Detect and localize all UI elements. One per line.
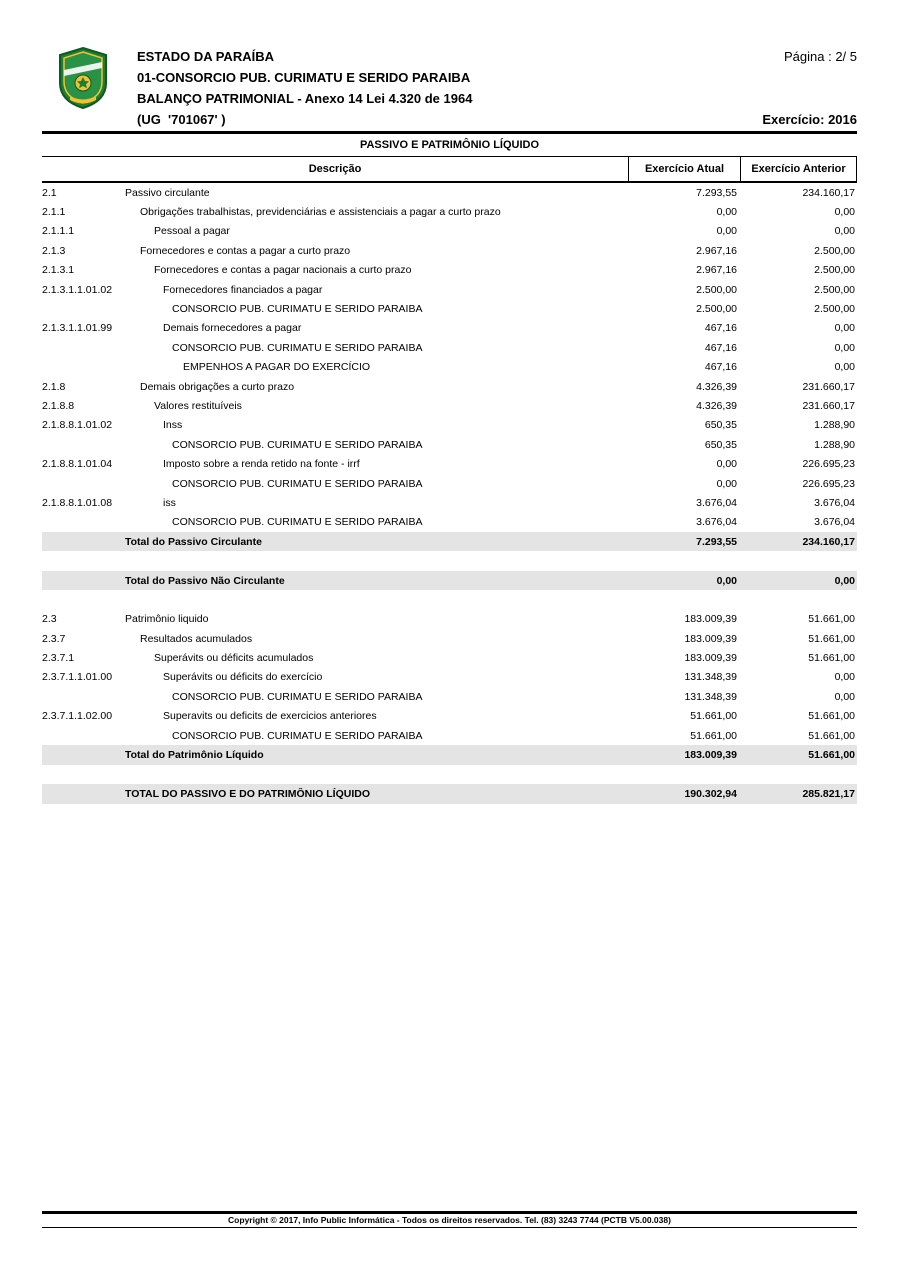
row-value-previous: 234.160,17 [802,186,855,199]
row-value-previous: 0,00 [834,671,855,684]
total-row [42,532,857,551]
table-row [42,648,857,667]
row-description: iss [163,496,176,509]
column-header-previous-year: Exercício Anterior [740,157,857,181]
table-row [42,202,857,221]
row-description: Fornecedores e contas a pagar nacionais a curto prazo [154,264,412,277]
row-value-previous: 0,00 [834,225,855,238]
row-value-previous: 226.695,23 [802,477,855,490]
row-value-current: 183.009,39 [684,652,737,665]
row-value-current: 183.009,39 [684,613,737,626]
table-row [42,241,857,260]
report-title: BALANÇO PATRIMONIAL - Anexo 14 Lei 4.320 de 1964 [137,91,473,106]
row-value-current: 4.326,39 [696,399,737,412]
table-body [42,183,857,804]
row-description: Demais obrigações a curto prazo [140,380,295,393]
copyright-text: Copyright © 2017, Info Public Informática - Todos os direitos reservados. Tel. (83) 3243 7744 (PCTB V5.00.038) [42,1214,857,1228]
row-value-current: 3.676,04 [696,496,737,509]
table-row [42,416,857,435]
row-value-previous: 51.661,00 [808,729,855,742]
row-value-previous: 51.661,00 [808,632,855,645]
row-value-current: 3.676,04 [696,516,737,529]
table-row [42,454,857,473]
table-header-row [42,156,857,183]
row-description: Patrimônio liquido [125,613,209,626]
row-description: TOTAL DO PASSIVO E DO PATRIMÔNIO LÍQUIDO [125,787,371,800]
row-description: Pessoal a pagar [154,225,230,238]
table-row [42,338,857,357]
report-header [42,46,857,130]
row-description: Passivo circulante [125,186,210,199]
row-description: Resultados acumulados [140,632,253,645]
exercise-year: Exercício: 2016 [762,112,857,127]
table-row [42,377,857,396]
row-value-previous: 3.676,04 [814,516,855,529]
table-title: PASSIVO E PATRIMÔNIO LÍQUIDO [359,139,540,151]
row-code: 2.1.3 [42,244,66,257]
row-code: 2.1.8.8.1.01.02 [42,419,113,432]
table-row [42,280,857,299]
row-value-previous: 0,00 [834,341,855,354]
row-value-previous: 0,00 [834,574,855,587]
row-value-current: 131.348,39 [684,690,737,703]
row-value-current: 183.009,39 [684,749,737,762]
row-value-current: 0,00 [716,225,737,238]
row-code: 2.3.7.1 [42,652,75,665]
row-value-previous: 226.695,23 [802,458,855,471]
row-code: 2.1.3.1.1.01.02 [42,283,113,296]
row-value-previous: 51.661,00 [808,652,855,665]
table-row [42,610,857,629]
row-description: Imposto sobre a renda retido na fonte - irrf [163,458,360,471]
row-value-previous: 1.288,90 [814,438,855,451]
report-footer [42,1211,857,1228]
row-description: EMPENHOS A PAGAR DO EXERCÍCIO [183,361,371,374]
row-code: 2.1.1.1 [42,225,75,238]
row-description: CONSORCIO PUB. CURIMATU E SERIDO PARAIBA [172,477,423,490]
row-value-previous: 51.661,00 [808,710,855,723]
row-description: Total do Passivo Circulante [125,535,262,548]
table-row [42,358,857,377]
row-value-previous: 285.821,17 [802,787,855,800]
row-value-previous: 51.661,00 [808,749,855,762]
row-description: Superávits ou déficits acumulados [154,652,314,665]
table-row [42,299,857,318]
row-description: Valores restituíveis [154,399,242,412]
row-description: CONSORCIO PUB. CURIMATU E SERIDO PARAIBA [172,303,423,316]
row-description: CONSORCIO PUB. CURIMATU E SERIDO PARAIBA [172,438,423,451]
row-description: Total do Passivo Não Circulante [125,574,285,587]
table-row [42,319,857,338]
entity-name: 01-CONSORCIO PUB. CURIMATU E SERIDO PARAIBA [137,70,471,85]
table-row [42,183,857,202]
row-value-current: 467,16 [704,341,737,354]
org-name: ESTADO DA PARAÍBA [137,49,274,64]
row-value-current: 467,16 [704,361,737,374]
row-code: 2.3.7.1.1.02.00 [42,710,113,723]
row-code: 2.1.8.8.1.01.08 [42,496,113,509]
row-value-previous: 0,00 [834,361,855,374]
table-row [42,668,857,687]
row-value-previous: 234.160,17 [802,535,855,548]
row-value-previous: 0,00 [834,690,855,703]
row-value-previous: 51.661,00 [808,613,855,626]
row-value-current: 2.967,16 [696,244,737,257]
row-code: 2.1.1 [42,206,66,219]
row-value-current: 2.500,00 [696,303,737,316]
row-value-previous: 0,00 [834,206,855,219]
column-header-current-year: Exercício Atual [628,157,740,181]
row-value-current: 2.500,00 [696,283,737,296]
row-description: Superávits ou déficits do exercício [163,671,323,684]
row-code: 2.1.3.1.1.01.99 [42,322,113,335]
spacer-row [42,765,857,784]
row-value-current: 4.326,39 [696,380,737,393]
table-row [42,222,857,241]
header-text-block [137,46,857,130]
row-code: 2.3.7 [42,632,66,645]
row-value-previous: 3.676,04 [814,496,855,509]
row-code: 2.3 [42,613,57,626]
row-value-previous: 231.660,17 [802,399,855,412]
row-code: 2.1.3.1 [42,264,75,277]
row-description: CONSORCIO PUB. CURIMATU E SERIDO PARAIBA [172,690,423,703]
table-row [42,261,857,280]
row-value-current: 0,00 [716,477,737,490]
row-value-previous: 0,00 [834,322,855,335]
row-value-current: 7.293,55 [696,186,737,199]
table-row [42,513,857,532]
table-row [42,435,857,454]
paraiba-coat-of-arms-logo [57,46,109,110]
row-value-previous: 2.500,00 [814,244,855,257]
total-row [42,571,857,590]
row-value-current: 0,00 [716,574,737,587]
row-code: 2.3.7.1.1.01.00 [42,671,113,684]
row-value-previous: 1.288,90 [814,419,855,432]
table-row [42,474,857,493]
row-value-current: 0,00 [716,206,737,219]
table-row [42,493,857,512]
row-description: CONSORCIO PUB. CURIMATU E SERIDO PARAIBA [172,516,423,529]
row-value-current: 51.661,00 [690,729,737,742]
row-value-current: 7.293,55 [696,535,737,548]
row-value-current: 0,00 [716,458,737,471]
row-value-previous: 2.500,00 [814,283,855,296]
table-row [42,687,857,706]
row-value-current: 131.348,39 [684,671,737,684]
column-header-description: Descrição [308,163,362,175]
row-value-current: 650,35 [704,438,737,451]
row-description: Superavits ou deficits de exercicios anteriores [163,710,377,723]
row-description: CONSORCIO PUB. CURIMATU E SERIDO PARAIBA [172,341,423,354]
row-description: CONSORCIO PUB. CURIMATU E SERIDO PARAIBA [172,729,423,742]
row-value-current: 51.661,00 [690,710,737,723]
row-value-current: 650,35 [704,419,737,432]
row-description: Fornecedores e contas a pagar a curto prazo [140,244,351,257]
row-description: Obrigações trabalhistas, previdenciárias e assistenciais a pagar a curto prazo [140,206,501,219]
table-row [42,396,857,415]
row-code: 2.1 [42,186,57,199]
row-code: 2.1.8.8 [42,399,75,412]
row-description: Total do Patrimônio Líquido [125,749,264,762]
row-value-current: 183.009,39 [684,632,737,645]
table-row [42,707,857,726]
row-value-previous: 231.660,17 [802,380,855,393]
row-value-current: 2.967,16 [696,264,737,277]
row-description: Fornecedores financiados a pagar [163,283,323,296]
balance-sheet-table [42,131,857,804]
table-row [42,629,857,648]
row-code: 2.1.8 [42,380,66,393]
row-value-previous: 2.500,00 [814,303,855,316]
row-value-current: 467,16 [704,322,737,335]
total-row [42,745,857,764]
spacer-row [42,590,857,609]
row-description: Demais fornecedores a pagar [163,322,302,335]
page-indicator: Página : 2/ 5 [784,49,857,64]
row-value-current: 190.302,94 [684,787,737,800]
grand-total-row [42,784,857,803]
spacer-row [42,551,857,570]
row-code: 2.1.8.8.1.01.04 [42,458,113,471]
row-description: Inss [163,419,183,432]
ug-code: (UG '701067' ) [137,112,226,127]
table-row [42,726,857,745]
row-value-previous: 2.500,00 [814,264,855,277]
